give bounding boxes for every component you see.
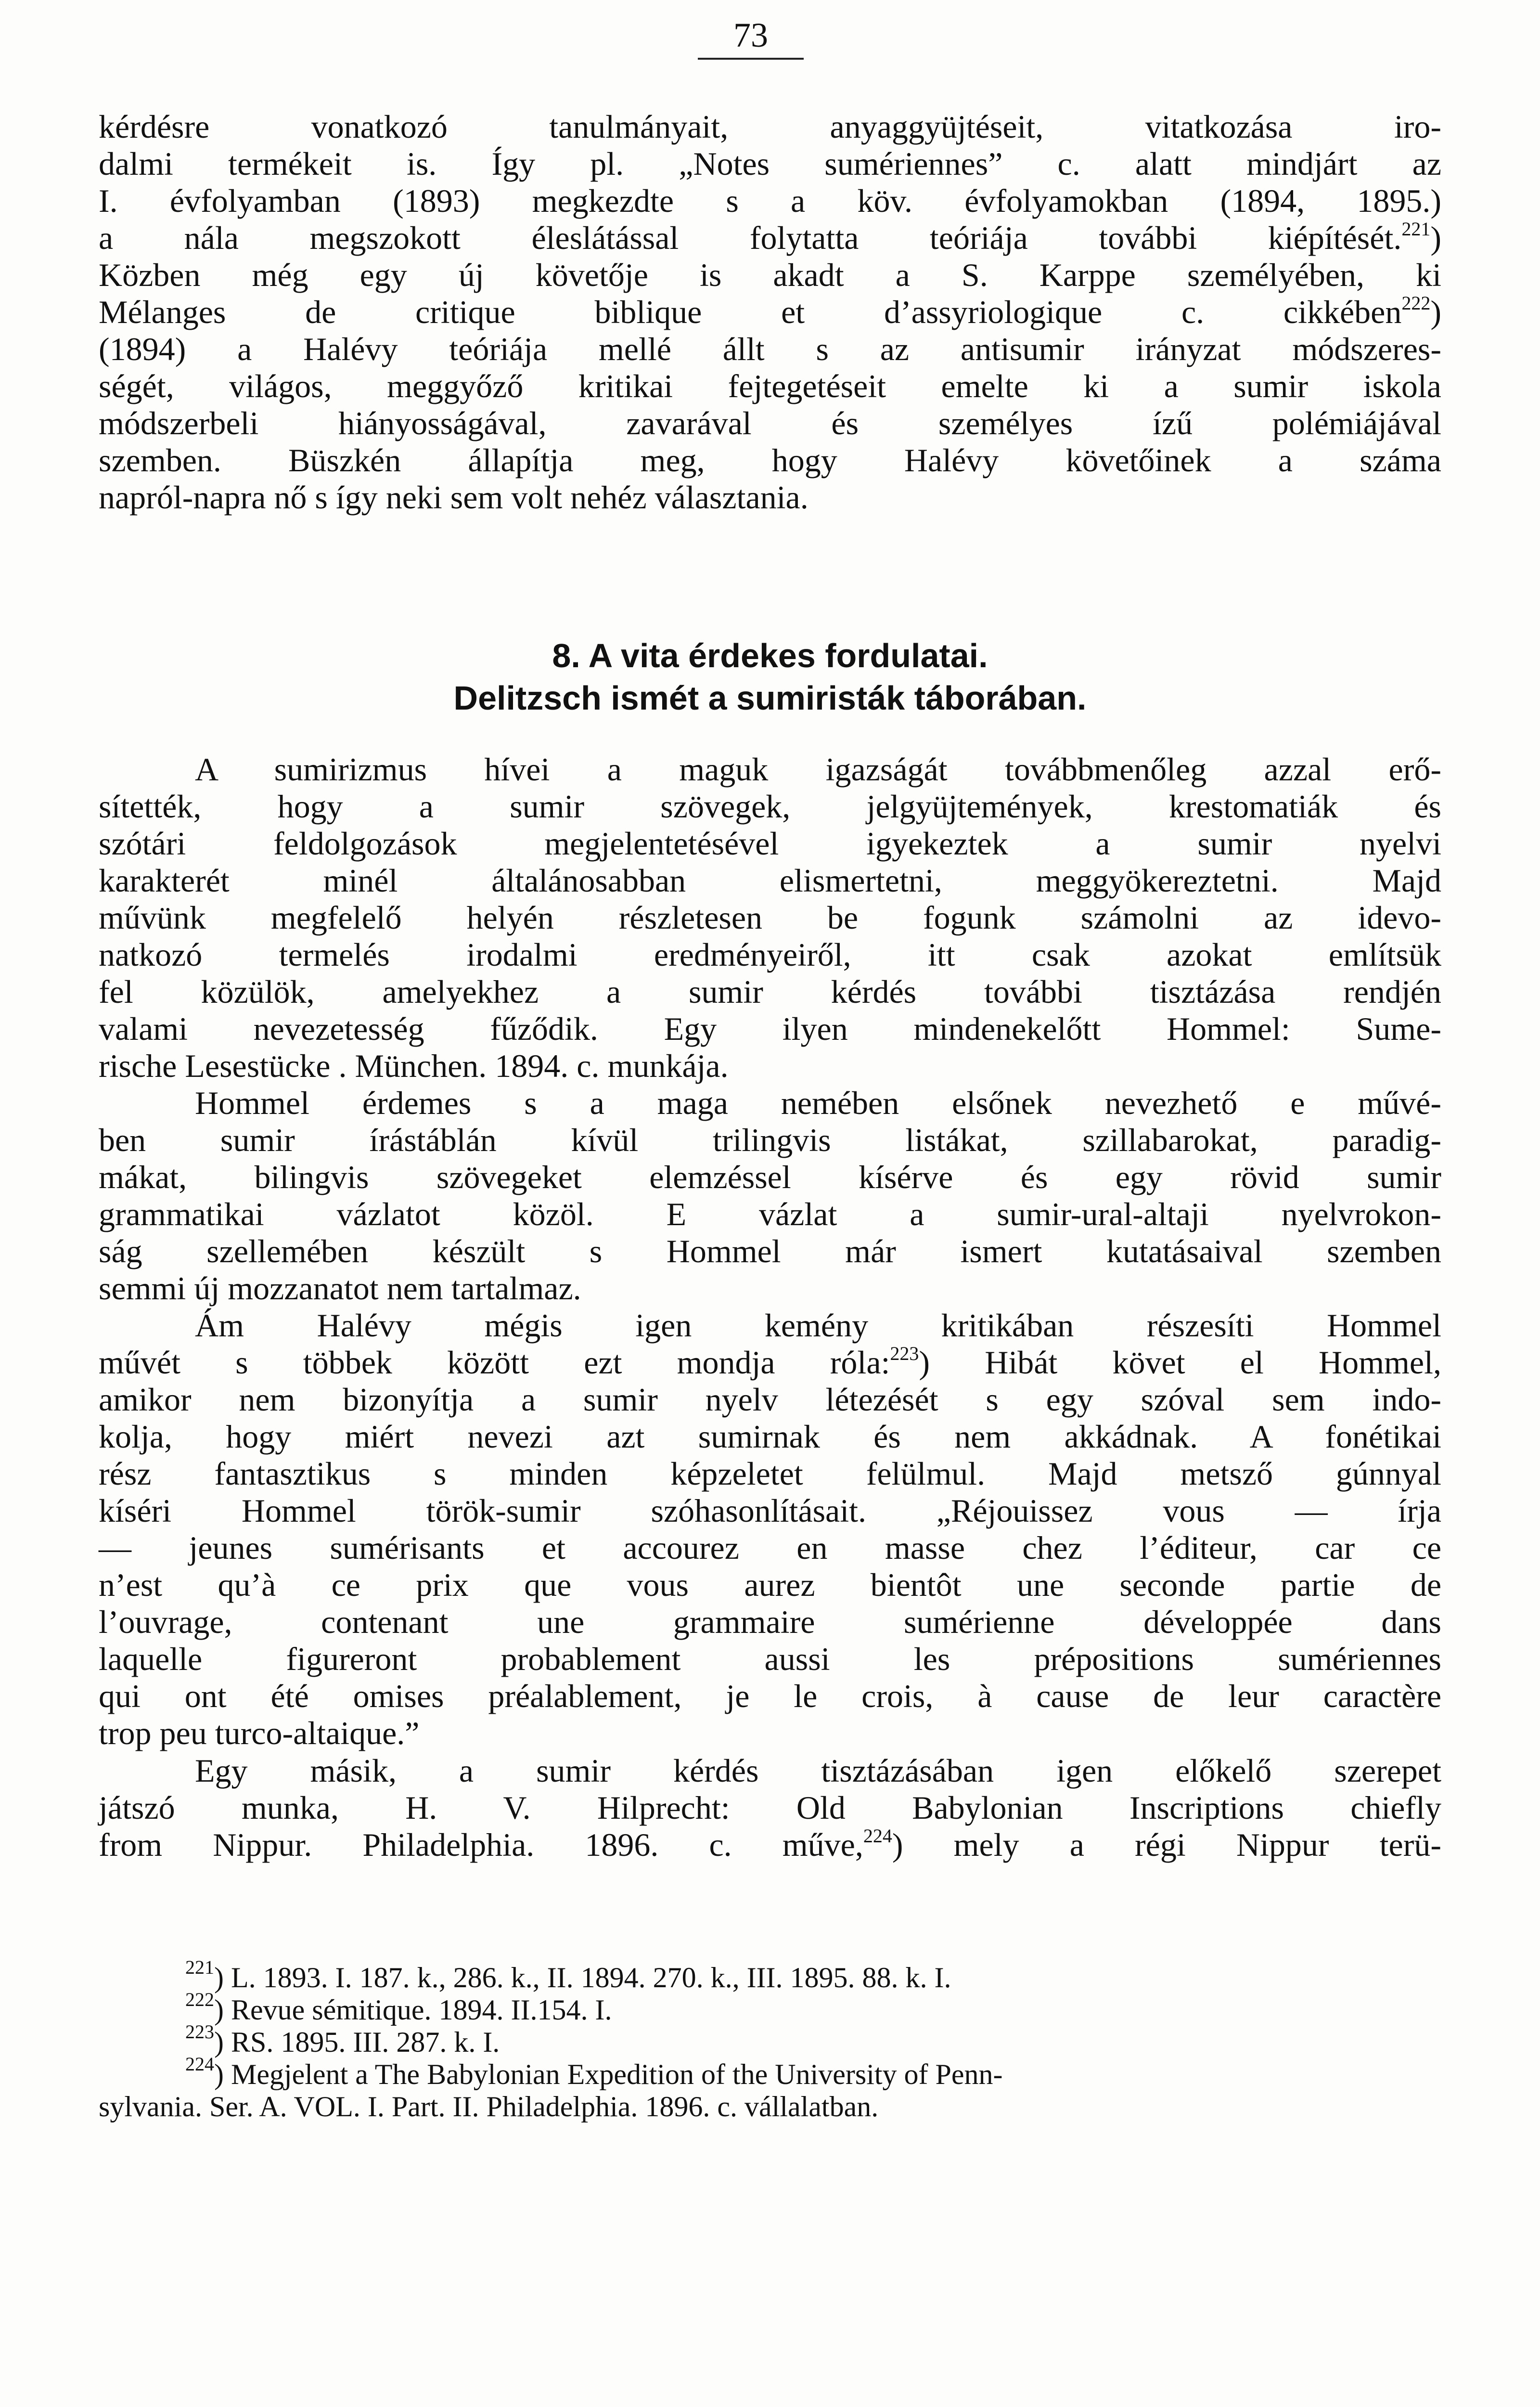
- section-subtitle: Delitzsch ismét a sumiristák táborában.: [453, 679, 1087, 717]
- text-line: szótári feldolgozások megjelentetésével igyekeztek a sumir nyelvi: [99, 825, 1441, 862]
- text-line: from Nippur. Philadelphia. 1896. c. műve,$^{224}$) mely a régi Nippur terü-: [99, 1825, 1441, 1863]
- text-line: A sumirizmus hívei a maguk igazságát továbbmenőleg azzal erő-: [195, 751, 1441, 788]
- text-line: a nála megszokott éleslátással folytatta teóriája további kiépítését.$^{221}$): [99, 218, 1441, 256]
- text-line: dalmi termékeit is. Így pl. „Notes sumériennes” c. alatt mindjárt az: [99, 145, 1441, 182]
- text-line: grammatikai vázlatot közöl. E vázlat a sumir-ural-altaji nyelvrokon-: [99, 1196, 1441, 1232]
- text-line: rische Lesestücke . München. 1894. c. munkája.: [99, 1048, 729, 1084]
- text-line: amikor nem bizonyítja a sumir nyelv létezését s egy szóval sem indo-: [99, 1381, 1441, 1418]
- text-line: Közben még egy új követője is akadt a S. Karppe személyében, ki: [99, 257, 1441, 293]
- paragraph-5: [99, 1752, 1441, 1863]
- text-line: művünk megfelelő helyén részletesen be fogunk számolni az idevo-: [99, 899, 1441, 936]
- section-title: 8. A vita érdekes fordulatai.: [552, 637, 988, 674]
- text-line: mákat, bilingvis szövegeket elemzéssel kísérve és egy rövid sumir: [99, 1159, 1441, 1195]
- text-line: kolja, hogy miért nevezi azt sumirnak és nem akkádnak. A fonétikai: [99, 1418, 1441, 1455]
- text-line: kíséri Hommel török-sumir szóhasonlításait. „Réjouissez vous — írja: [99, 1492, 1441, 1529]
- footnote-224: $^{224}$) Megjelent a The Babylonian Expedition of the University of Penn-: [185, 2053, 1003, 2090]
- footnote-ref-221: 221: [1401, 218, 1431, 240]
- footnote-223: $^{223}$) RS. 1895. III. 287. k. I.: [185, 2021, 500, 2058]
- paragraph-4: [99, 1307, 1441, 1752]
- text-line: laquelle figureront probablement aussi les prépositions sumériennes: [99, 1641, 1441, 1677]
- text-line: Hommel érdemes s a maga nemében elsőnek nevezhető e művé-: [195, 1085, 1441, 1121]
- text-line: sítették, hogy a sumir szövegek, jelgyüjtemények, krestomatiák és: [99, 788, 1441, 825]
- page-number-rule: [698, 58, 804, 60]
- text-line: szemben. Büszkén állapítja meg, hogy Halévy követőinek a száma: [99, 442, 1441, 479]
- footnote-224-cont: sylvania. Ser. A. VOL. I. Part. II. Philadelphia. 1896. c. vállalatban.: [99, 2091, 879, 2122]
- footnote-ref-224: 224: [863, 1825, 892, 1847]
- text-line: kérdésre vonatkozó tanulmányait, anyaggyüjtéseit, vitatkozása iro-: [99, 108, 1441, 145]
- text-line: ségét, világos, meggyőző kritikai fejtegetéseit emelte ki a sumir iskola: [99, 368, 1441, 404]
- paragraph-3: [99, 1085, 1441, 1307]
- text-line: fel közülök, amelyekhez a sumir kérdés további tisztázása rendjén: [99, 973, 1441, 1010]
- text-line: I. évfolyamban (1893) megkezdte s a köv. évfolyamokban (1894, 1895.): [99, 182, 1441, 219]
- footnote-221: $^{221}$) L. 1893. I. 187. k., 286. k., II. 1894. 270. k., III. 1895. 88. k. I.: [185, 1956, 951, 1993]
- footnote-222: $^{222}$) Revue sémitique. 1894. II.154. I.: [185, 1989, 612, 2026]
- page-number: 73: [733, 16, 768, 54]
- text-line: trop peu turco-altaique.”: [99, 1715, 420, 1751]
- text-line: rész fantasztikus s minden képzeletet felülmul. Majd metsző gúnnyal: [99, 1455, 1441, 1492]
- section-heading: [99, 634, 1441, 719]
- text-line: natkozó termelés irodalmi eredményeiről, itt csak azokat említsük: [99, 936, 1441, 973]
- text-line: valami nevezetesség fűződik. Egy ilyen mindenekelőtt Hommel: Sume-: [99, 1010, 1441, 1047]
- footnotes: [99, 1956, 1441, 2123]
- paragraph-2: [99, 751, 1441, 1085]
- footnote-ref-223: 223: [890, 1343, 919, 1364]
- text-line: Ám Halévy mégis igen kemény kritikában részesíti Hommel: [195, 1307, 1441, 1344]
- text-line: (1894) a Halévy teóriája mellé állt s az antisumir irányzat módszeres-: [99, 331, 1441, 367]
- text-line: karakterét minél általánosabban elismertetni, meggyökereztetni. Majd: [99, 862, 1441, 899]
- text-line: l’ouvrage, contenant une grammaire sumérienne développée dans: [99, 1604, 1441, 1640]
- text-line: művét s többek között ezt mondja róla:$^{223}$) Hibát követ el Hommel,: [99, 1343, 1441, 1381]
- text-line: ben sumir írástáblán kívül trilingvis listákat, szillabarokat, paradig-: [99, 1122, 1441, 1158]
- footnote-ref-222: 222: [1401, 292, 1431, 314]
- text-line: ság szellemében készült s Hommel már ismert kutatásaival szemben: [99, 1233, 1441, 1269]
- text-line: napról-napra nő s így neki sem volt nehéz választania.: [99, 479, 808, 516]
- paragraph-1: [99, 108, 1441, 516]
- text-line: játszó munka, H. V. Hilprecht: Old Babylonian Inscriptions chiefly: [99, 1789, 1441, 1826]
- text-line: n’est qu’à ce prix que vous aurez bientôt une seconde partie de: [99, 1566, 1441, 1603]
- text-line: — jeunes sumérisants et accourez en masse chez l’éditeur, car ce: [99, 1529, 1441, 1566]
- text-line: Egy másik, a sumir kérdés tisztázásában igen előkelő szerepet: [195, 1752, 1441, 1789]
- text-line: Mélanges de critique biblique et d’assyriologique c. cikkében$^{222}$): [99, 292, 1441, 330]
- text-line: módszerbeli hiányosságával, zavarával és személyes ízű polémiájával: [99, 405, 1441, 441]
- text-line: semmi új mozzanatot nem tartalmaz.: [99, 1270, 581, 1307]
- text-line: qui ont été omises préalablement, je le crois, à cause de leur caractère: [99, 1678, 1441, 1714]
